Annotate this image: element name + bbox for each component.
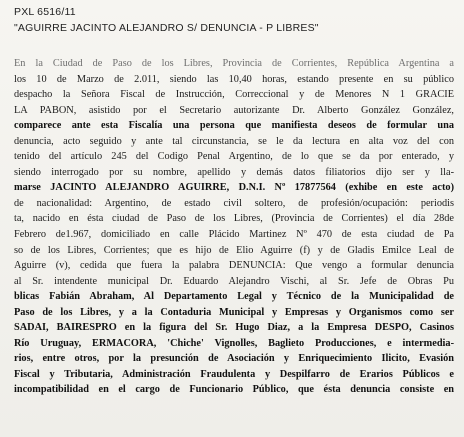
body-line: al Sr. intendente municipal Dr. Eduardo Alejandro Vischi, al Sr. Jefe de Obras Pu <box>14 275 454 287</box>
body-line: tenido del artículo 245 del Codigo Penal Argentino, de lo que se da por enterado, y <box>14 151 454 163</box>
body-line: so de los Libres, Corrientes; que es hijo de Elio Aguirre (f) y de Gladis Emilce Leal de <box>14 244 454 256</box>
body-line: En la Ciudad de Paso de los Libres, Provincia de Corrientes, República Argentina a <box>14 58 454 69</box>
body-line: incompatibilidad en el cargo de Funcionario Público, que ésta denuncia consiste en <box>14 384 454 396</box>
body-line: de nacionalidad: Argentino, de estado civil soltero, de profesión/ocupación: periodis <box>14 197 454 209</box>
case-title: "AGUIRRE JACINTO ALEJANDRO S/ DENUNCIA - P LIBRES" <box>14 22 319 34</box>
body-line: SADAI, BAIRESPRO en la figura del Sr. Hugo Diaz, a la Empresa DESPO, Casinos <box>14 322 454 334</box>
body-line: Río Uruguay, ERMACORA, 'Chiche' Vignolles, Baglieto Producciones, e intermedia- <box>14 337 454 349</box>
body-line: Paso de los Libres, y a la Contaduria Municipal y Empresas y Organismos como ser <box>14 306 454 318</box>
body-line: siendo interrogado por su nombre, apellido y demás datos filiatorios dijo ser y lla- <box>14 166 454 178</box>
body-line: rios, entre otros, por la presunción de Asociación y Enriquecimiento Ilicito, Evasión <box>14 353 454 365</box>
body-line: ta, nacido en ésta ciudad de Paso de los Libres, (Provincia de Corrientes) el día 28de <box>14 213 454 225</box>
case-reference: PXL 6516/11 <box>14 6 76 18</box>
body-line: LA PABON, asistido por el Secretario autorizante Dr. Alberto González González, <box>14 104 454 116</box>
body-line: comparece ante esta Fiscalía una persona que manifiesta deseos de formular una <box>14 120 454 132</box>
document-body <box>14 56 454 398</box>
body-line: marse JACINTO ALEJANDRO AGUIRRE, D.N.I. Nº 17877564 (exhibe en este acto) <box>14 182 454 194</box>
body-line: denuncia, acto seguido y ante tal circunstancia, se le da lectura en alta voz del con <box>14 135 454 147</box>
body-line: Febrero de1.967, domiciliado en calle Plácido Martinez Nº 470 de esta ciudad de Pa <box>14 229 454 241</box>
body-line: Fiscal y Tributaria, Administración Fraudulenta y Despilfarro de Erarios Públicos e <box>14 368 454 380</box>
body-line: los 10 de Marzo de 2.011, siendo las 10,40 horas, estando presente en su público <box>14 73 454 85</box>
body-line: blicas Fabián Abraham, Al Departamento Legal y Técnico de la Municipalidad de <box>14 291 454 303</box>
body-line: Aguirre (v), cedida que fuera la palabra DENUNCIA: Que vengo a formular denuncia <box>14 260 454 272</box>
body-line: despacho la Señora Fiscal de Instrucción, Correccional y de Menores N 1 GRACIE <box>14 89 454 101</box>
